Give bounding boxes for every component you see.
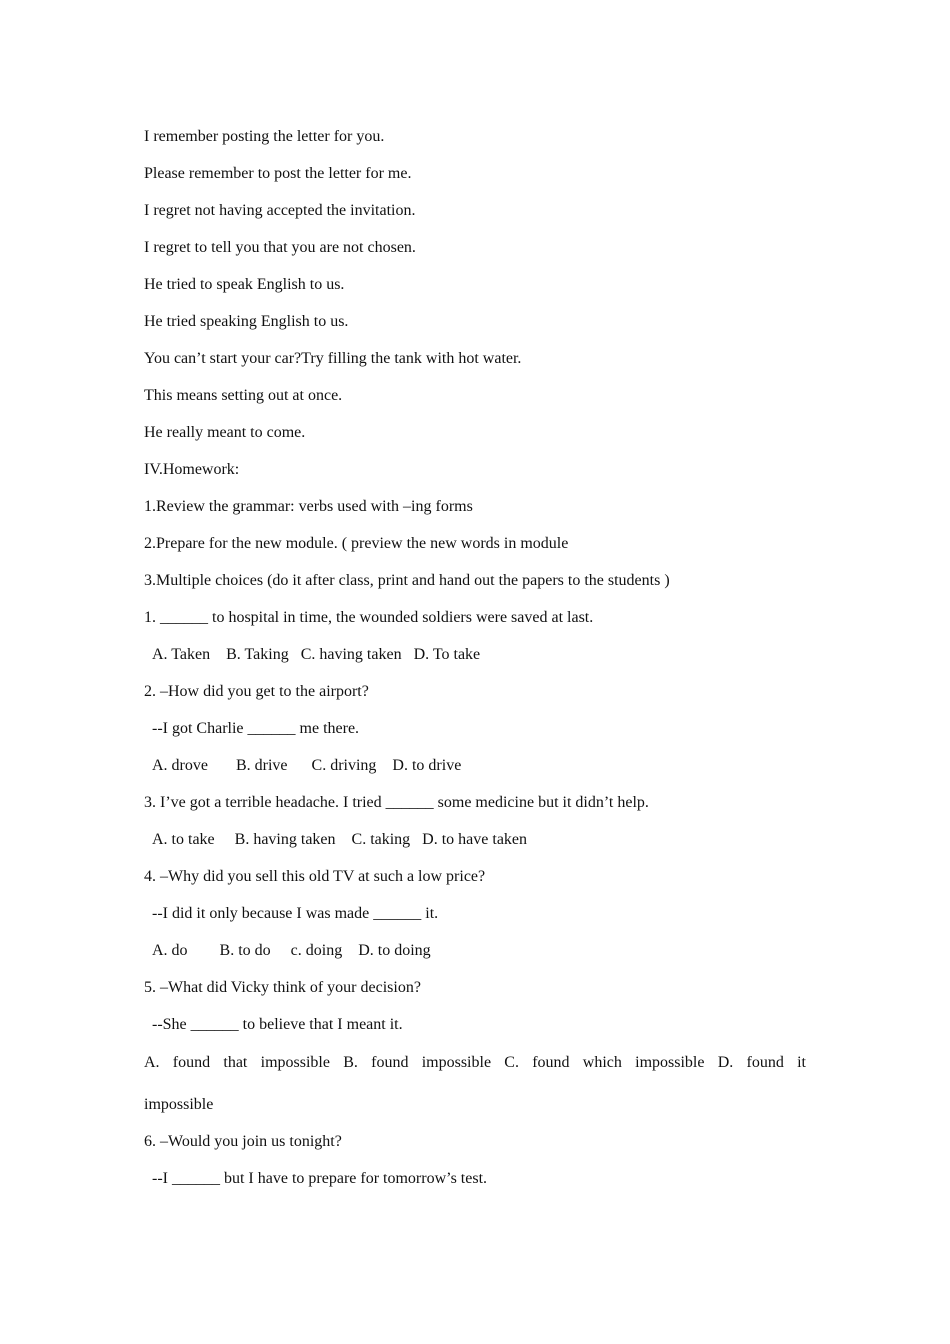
question-text: --I got Charlie ______ me there.	[152, 720, 360, 737]
homework-item: 3.Multiple choices (do it after class, print and hand out the papers to the students )	[144, 572, 670, 589]
text-line: I regret to tell you that you are not chosen.	[144, 239, 416, 256]
question-text: 4. –Why did you sell this old TV at such a low price?	[144, 868, 486, 885]
question-text: --She ______ to believe that I meant it.	[152, 1016, 403, 1033]
answer-options: A. drove B. drive C. driving D. to drive	[152, 757, 462, 774]
answer-options: A. to take B. having taken C. taking D. to have taken	[152, 831, 528, 848]
text-line: You can’t start your car?Try filling the tank with hot water.	[144, 350, 522, 367]
question-text: 6. –Would you join us tonight?	[144, 1133, 342, 1150]
question-text: 1. ______ to hospital in time, the wounded soldiers were saved at last.	[144, 609, 594, 626]
text-line: I remember posting the letter for you.	[144, 128, 385, 145]
question-text: --I ______ but I have to prepare for tomorrow’s test.	[152, 1170, 488, 1187]
homework-item: 2.Prepare for the new module. ( preview the new words in module	[144, 535, 569, 552]
text-line: He really meant to come.	[144, 424, 306, 441]
answer-options: A. found that impossible B. found impossible C. found which impossible D. found it	[144, 1054, 806, 1071]
text-line: He tried to speak English to us.	[144, 276, 345, 293]
text-line: He tried speaking English to us.	[144, 313, 349, 330]
section-heading: IV.Homework:	[144, 461, 240, 478]
answer-options: A. do B. to do c. doing D. to doing	[152, 942, 431, 959]
text-line: Please remember to post the letter for me.	[144, 165, 412, 182]
answer-options: impossible	[144, 1096, 214, 1113]
question-text: --I did it only because I was made ______ it.	[152, 905, 439, 922]
question-text: 5. –What did Vicky think of your decision?	[144, 979, 421, 996]
text-line: I regret not having accepted the invitation.	[144, 202, 416, 219]
text-line: This means setting out at once.	[144, 387, 343, 404]
answer-options: A. Taken B. Taking C. having taken D. To take	[152, 646, 481, 663]
question-text: 2. –How did you get to the airport?	[144, 683, 369, 700]
homework-item: 1.Review the grammar: verbs used with –ing forms	[144, 498, 473, 515]
question-text: 3. I’ve got a terrible headache. I tried ______ some medicine but it didn’t help.	[144, 794, 649, 811]
